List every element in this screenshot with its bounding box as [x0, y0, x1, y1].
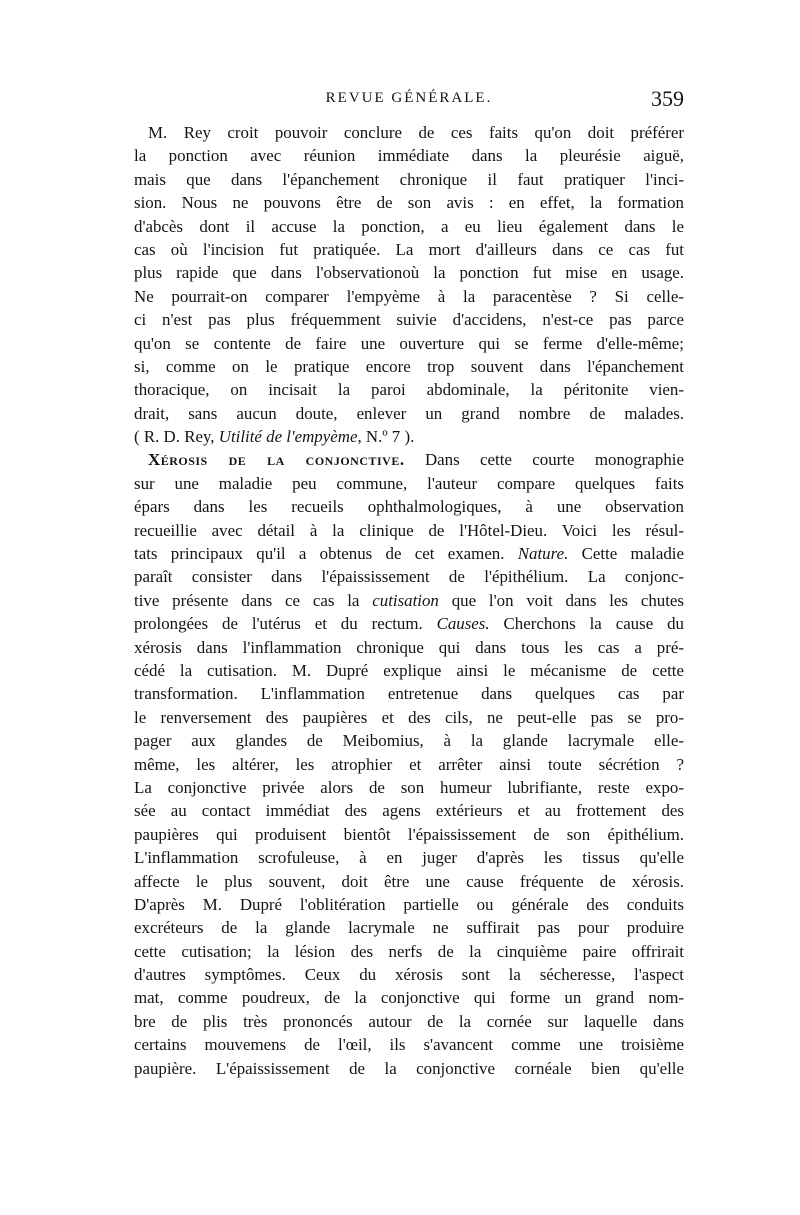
text-line: affecte le plus souvent, doit être une cause fréquente de xérosis. [134, 871, 684, 891]
text-line: mat, comme poudreux, de la conjonctive qui forme un grand nom- [134, 988, 684, 1008]
text-line: recueillie avec détail à la clinique de l'Hôtel-Dieu. Voici les résul- [134, 520, 684, 540]
citation-suffix: , N.º 7 ). [357, 427, 415, 447]
text-line [134, 589, 684, 612]
running-head [134, 86, 684, 116]
text-line: certains mouvemens de l'œil, ils s'avancent comme une troisième [134, 1035, 684, 1055]
text-fragment: que l'on voit dans les chutes [438, 590, 684, 610]
text-line: cas où l'incision fut pratiquée. La mort d'ailleurs dans ce cas fut [134, 239, 684, 259]
text-line: M. Rey croit pouvoir conclure de ces faits qu'on doit préférer [148, 123, 684, 142]
section-first-line [134, 448, 684, 471]
text-line: transformation. L'inflammation entretenue dans quelques cas par [134, 684, 684, 704]
text-line: plus rapide que dans l'observationoù la ponction fut mise en usage. [134, 263, 684, 283]
text-line: D'après M. Dupré l'oblitération partielle ou générale des conduits [134, 894, 684, 914]
text-line: ci n'est pas plus fréquemment suivie d'accidens, n'est-ce pas parce [134, 310, 684, 330]
text-fragment: Dans cette courte monographie [404, 450, 684, 470]
text-line [134, 542, 684, 565]
text-fragment: Cherchons la cause du [489, 614, 684, 634]
text-line: sur une maladie peu commune, l'auteur compare quelques faits [134, 473, 684, 493]
text-line: d'autres symptômes. Ceux du xérosis sont la sécheresse, l'aspect [134, 965, 684, 985]
body-text [134, 121, 684, 1080]
citation-work-title: Utilité de l'empyème [218, 427, 358, 447]
text-line: Ne pourrait-on comparer l'empyème à la paracentèse ? Si celle- [134, 286, 684, 306]
text-line: La conjonctive privée alors de son humeur lubrifiante, reste expo- [134, 777, 684, 797]
text-line: mais que dans l'épanchement chronique il faut pratiquer l'inci- [134, 169, 684, 189]
text-line: paupières qui produisent bientôt l'épaississement de son épithélium. [134, 824, 684, 844]
subheading-causes: Causes. [436, 614, 490, 634]
running-title: REVUE GÉNÉRALE. [325, 90, 493, 106]
text-fragment: Cette maladie [568, 544, 684, 564]
text-line: paraît consister dans l'épaississement de l'épithélium. La conjonc- [134, 567, 684, 587]
text-line: si, comme on le pratique encore trop souvent dans l'épanchement [134, 356, 684, 376]
term-cutisation: cutisation [372, 590, 439, 610]
text-line: drait, sans aucun doute, enlever un grand nombre de malades. [134, 403, 684, 423]
text-line: thoracique, on incisait la paroi abdominale, la péritonite vien- [134, 380, 684, 400]
text-line: L'inflammation scrofuleuse, à en juger d'après les tissus qu'elle [134, 848, 684, 868]
page-number: 359 [651, 86, 684, 111]
text-line: excréteurs de la glande lacrymale ne suffirait pas pour produire [134, 918, 684, 938]
text-line: qu'on se contente de faire une ouverture qui se ferme d'elle-même; [134, 333, 684, 353]
text-line [134, 612, 684, 635]
text-line: pager aux glandes de Meibomius, à la glande lacrymale elle- [134, 731, 684, 751]
text-line: sion. Nous ne pouvons être de son avis : en effet, la formation [134, 193, 684, 213]
text-line: la ponction avec réunion immédiate dans la pleurésie aiguë, [134, 146, 684, 166]
text-fragment: tive présente dans ce cas la [134, 590, 373, 610]
text-line: bre de plis très prononcés autour de la cornée sur laquelle dans [134, 1011, 684, 1031]
text-fragment: prolongées de l'utérus et du rectum. [134, 614, 437, 634]
text-line: le renversement des paupières et des cils, ne peut-elle pas se pro- [134, 707, 684, 727]
text-line: d'abcès dont il accuse la ponction, a eu lieu également dans le [134, 216, 684, 236]
text-line: cette cutisation; la lésion des nerfs de la cinquième paire offrirait [134, 941, 684, 961]
text-line: paupière. L'épaississement de la conjonctive cornéale bien qu'elle [134, 1058, 684, 1078]
text-line: sée au contact immédiat des agens extérieurs et au frottement des [134, 801, 684, 821]
section-heading: Xérosis de la conjonctive. [148, 450, 405, 470]
citation-prefix: ( R. D. Rey, [134, 427, 219, 447]
citation-line [134, 425, 684, 448]
text-line: cédé la cutisation. M. Dupré explique ainsi le mécanisme de cette [134, 660, 684, 680]
text-fragment: tats principaux qu'il a obtenus de cet examen. [134, 544, 518, 564]
text-line: épars dans les recueils ophthalmologiques, à une observation [134, 497, 684, 517]
text-line: même, les altérer, les atrophier et arrêter ainsi toute sécrétion ? [134, 754, 684, 774]
text-line: xérosis dans l'inflammation chronique qui dans tous les cas a pré- [134, 637, 684, 657]
subheading-nature: Nature. [517, 544, 569, 564]
